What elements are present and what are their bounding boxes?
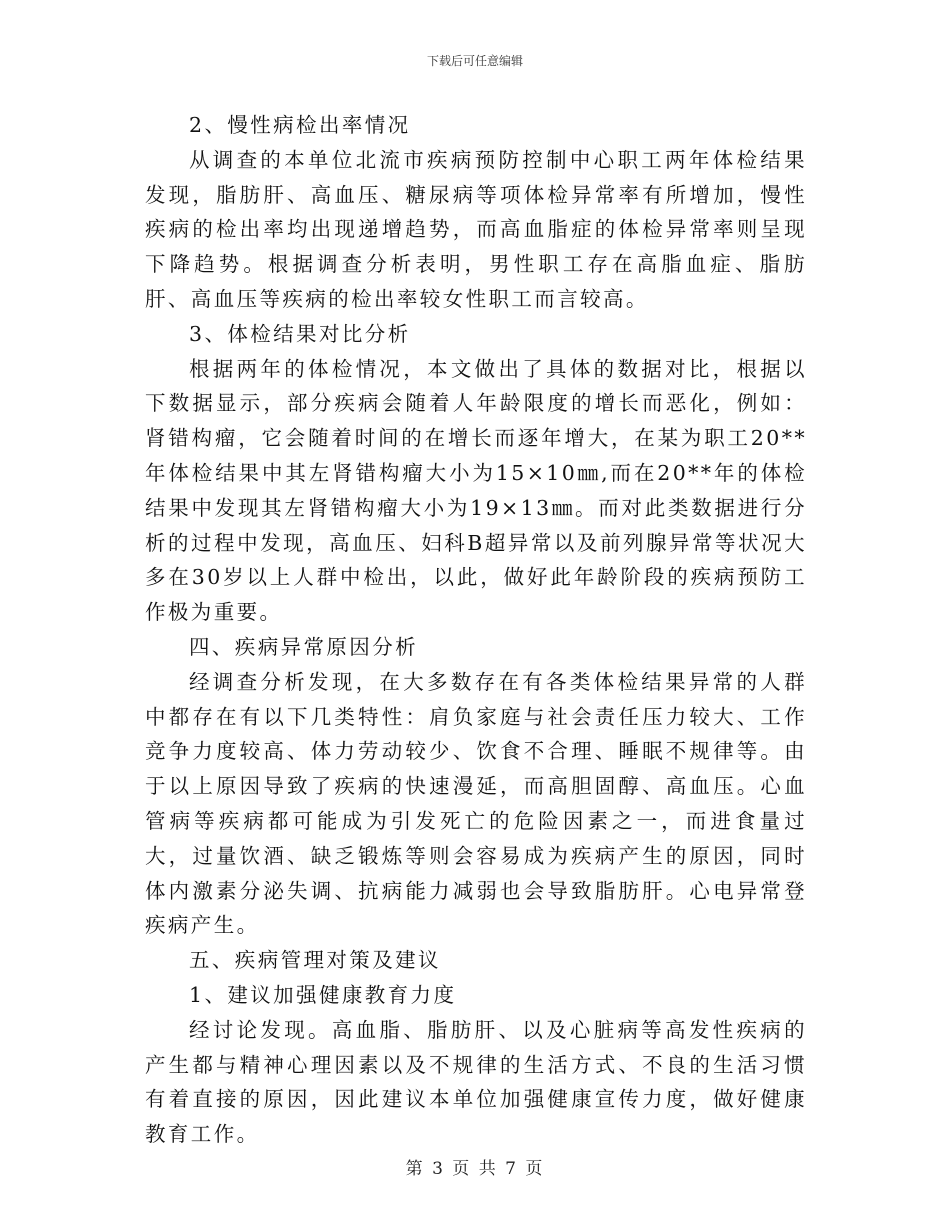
paragraph-exam-comparison: 根据两年的体检情况，本文做出了具体的数据对比，根据以下数据显示，部分疾病会随着人年龄限度的增长而恶化，例如：肾错构瘤，它会随着时间的在增长而逐年增大，在某为职工20**年体检结果中其左肾错构瘤大小为15×10㎜,而在20**年的体检结果中发现其左肾错构瘤大小为19×13㎜。而对此类数据进行分析的过程中发现，高血压、妇科B超异常以及前列腺异常等状况大多在30岁以上人群中检出，以此，做好此年龄阶段的疾病预防工作极为重要。 — [145, 356, 807, 625]
paragraph-health-education: 经讨论发现。高血脂、脂肪肝、以及心脏病等高发性疾病的产生都与精神心理因素以及不规律的生活方式、不良的生活习惯有着直接的原因，因此建议本单位加强健康宣传力度，做好健康教育工作。 — [145, 1017, 807, 1147]
document-body — [145, 108, 807, 1152]
page-number: 第 3 页 共 7 页 — [405, 1159, 545, 1179]
section-heading-chronic-disease-rate: 2、慢性病检出率情况 — [189, 113, 411, 137]
paragraph-chronic-disease-rate: 从调查的本单位北流市疾病预防控制中心职工两年体检结果发现，脂肪肝、高血压、糖尿病等项体检异常率有所增加，慢性疾病的检出率均出现递增趋势，而高血脂症的体检异常率则呈现下降趋势。根据调查分析表明，男性职工存在高脂血症、脂肪肝、高血压等疾病的检出率较女性职工而言较高。 — [145, 147, 807, 311]
section-heading-exam-comparison: 3、体检结果对比分析 — [189, 321, 411, 346]
section-heading-abnormal-causes: 四、疾病异常原因分析 — [189, 634, 418, 659]
subsection-heading-health-education: 1、建议加强健康教育力度 — [189, 982, 457, 1007]
paragraph-abnormal-causes: 经调查分析发现，在大多数存在有各类体检结果异常的人群中都存在有以下几类特性：肩负家庭与社会责任压力较大、工作竞争力度较高、体力劳动较少、饮食不合理、睡眠不规律等。由于以上原因导致了疾病的快速漫延，而高胆固醇、高血压。心血管病等疾病都可能成为引发死亡的危险因素之一，而进食量过大，过量饮酒、缺乏锻炼等则会容易成为疾病产生的原因，同时体内激素分泌失调、抗病能力减弱也会导致脂肪肝。心电异常登疾病产生。 — [145, 669, 807, 938]
section-heading-management-suggestions: 五、疾病管理对策及建议 — [189, 948, 441, 973]
page-header: 下载后可任意编辑 — [426, 54, 523, 68]
